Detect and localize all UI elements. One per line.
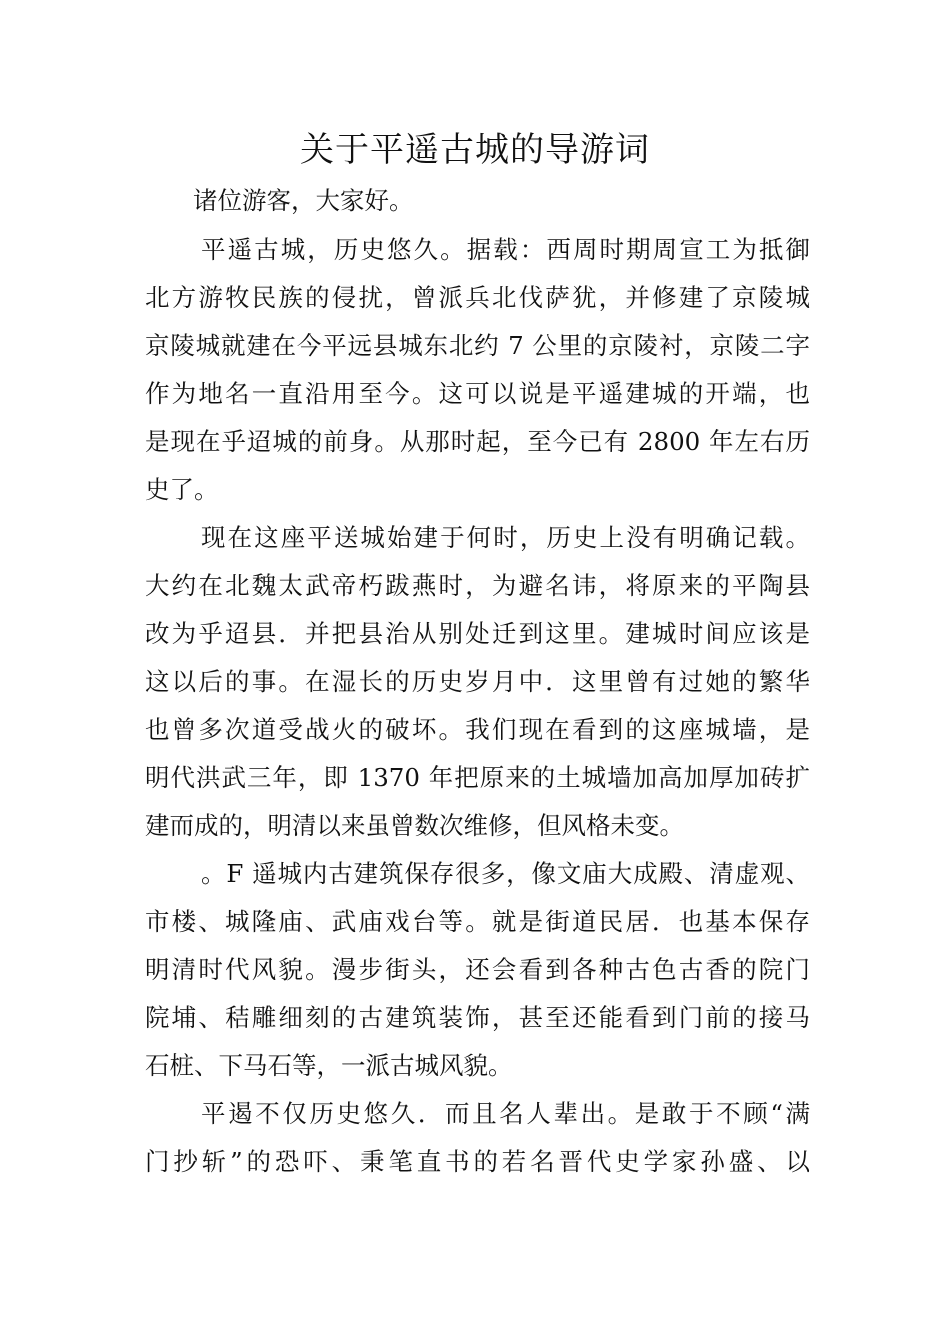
paragraph-line: 平遥古城，历史悠久。据载：西周时期周宣工为抵御: [201, 235, 810, 264]
paragraph-3: [145, 850, 810, 1090]
document-title: 关于平遥古城的导游词: [300, 130, 650, 170]
paragraph-line: 明代洪武三年，即 1370 年把原来的土城墙加高加厚加砖扩: [145, 763, 810, 792]
paragraph-line: 作为地名一直沿用至今。这可以说是平遥建城的开端，也: [145, 379, 810, 408]
paragraph-line: 是现在乎迢城的前身。从那时起，至今已有 2800 年左右历: [145, 427, 810, 456]
paragraph-line: 明清时代风貌。漫步街头，还会看到各种古色古香的院门: [145, 955, 810, 984]
paragraph-line: 京陵城就建在今平远县城东北约 7 公里的京陵衬，京陵二字: [145, 331, 810, 360]
paragraph-line: 北方游牧民族的侵扰，曾派兵北伐萨犹，并修建了京陵城: [145, 283, 810, 312]
paragraph-line: 门抄斩”的恐吓、秉笔直书的若名晋代史学家孙盛、以: [145, 1147, 810, 1176]
paragraph-4: [145, 1090, 810, 1186]
paragraph-line: 改为乎迢县．并把县治从别处迁到这里。建城时间应该是: [145, 619, 810, 648]
paragraph-2: [145, 514, 810, 850]
paragraph-1: [145, 226, 810, 514]
paragraph-line: 也曾多次道受战火的破坏。我们现在看到的这座城墙，是: [145, 715, 810, 744]
paragraph-line: 石桩、下马石等，一派古城风貌。: [145, 1051, 513, 1080]
paragraph-line: 这以后的事。在湿长的历史岁月中．这里曾有过她的繁华: [145, 667, 810, 696]
paragraph-line: 院埔、秸雕细刻的古建筑装饰，甚至还能看到门前的接马: [145, 1003, 810, 1032]
paragraph-line: 史了。: [145, 475, 219, 504]
paragraph-line: 平遏不仅历史悠久．而且名人辈出。是敢于不顾“满: [201, 1099, 810, 1128]
paragraph-line: 市楼、城隆庙、武庙戏台等。就是街道民居．也基本保存: [145, 907, 810, 936]
document-body: [145, 226, 810, 1186]
paragraph-line: 现在这座平送城始建于何时，历史上没有明确记载。: [201, 523, 810, 552]
paragraph-line: 建而成的，明清以来虽曾数次维修，但风格未变。: [145, 811, 684, 840]
greeting-line: 诸位游客，大家好。: [193, 186, 414, 215]
paragraph-line: 。F 遥城内古建筑保存很多，像文庙大成殿、清虚观、: [201, 859, 810, 888]
paragraph-line: 大约在北魏太武帝朽跋燕时，为避名讳，将原来的平陶县: [145, 571, 810, 600]
